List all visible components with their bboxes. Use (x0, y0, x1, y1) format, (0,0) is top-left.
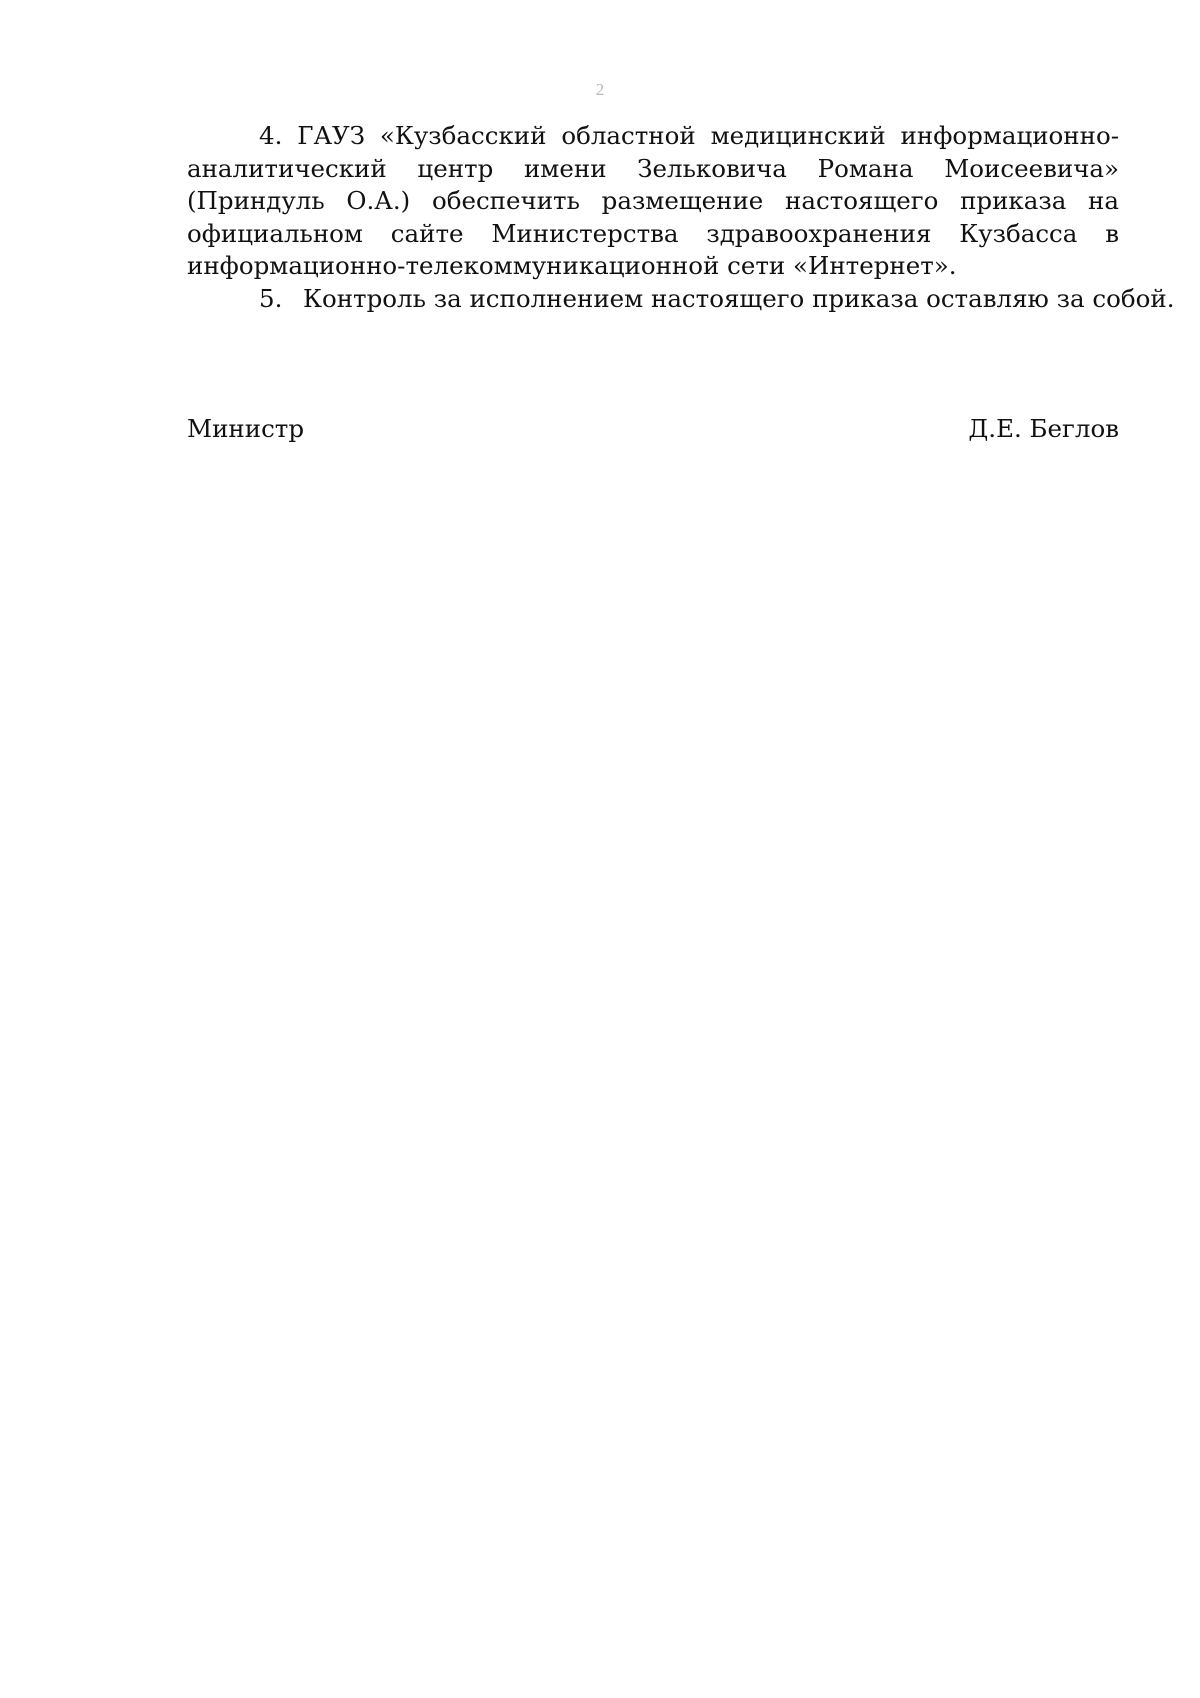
paragraph-4-line-2: аналитический центр имени Зельковича Романа Моисеевича» (187, 153, 1119, 183)
document-body (187, 120, 1175, 315)
paragraph-4-line-5: информационно-телекоммуникационной сети «Интернет». (187, 251, 957, 280)
signatory-name: Д.Е. Беглов (968, 414, 1119, 443)
paragraph-5 (187, 283, 1175, 316)
paragraph-4-line-1: 4. ГАУЗ «Кузбасский областной медицинский информационно- (259, 121, 1119, 150)
page-number: 2 (595, 80, 605, 99)
paragraph-4 (187, 120, 1119, 283)
paragraph-4-line-4: официальном сайте Министерства здравоохранения Кузбасса в (187, 218, 1119, 248)
paragraph-4-line-3: (Приндуль О.А.) обеспечить размещение настоящего приказа на (187, 186, 1119, 215)
paragraph-5-text: Контроль за исполнением настоящего приказа оставляю за собой. (303, 283, 1175, 313)
signatory-position: Министр (187, 414, 305, 443)
paragraph-5-number: 5. (259, 283, 283, 313)
signature-block (187, 413, 1119, 446)
